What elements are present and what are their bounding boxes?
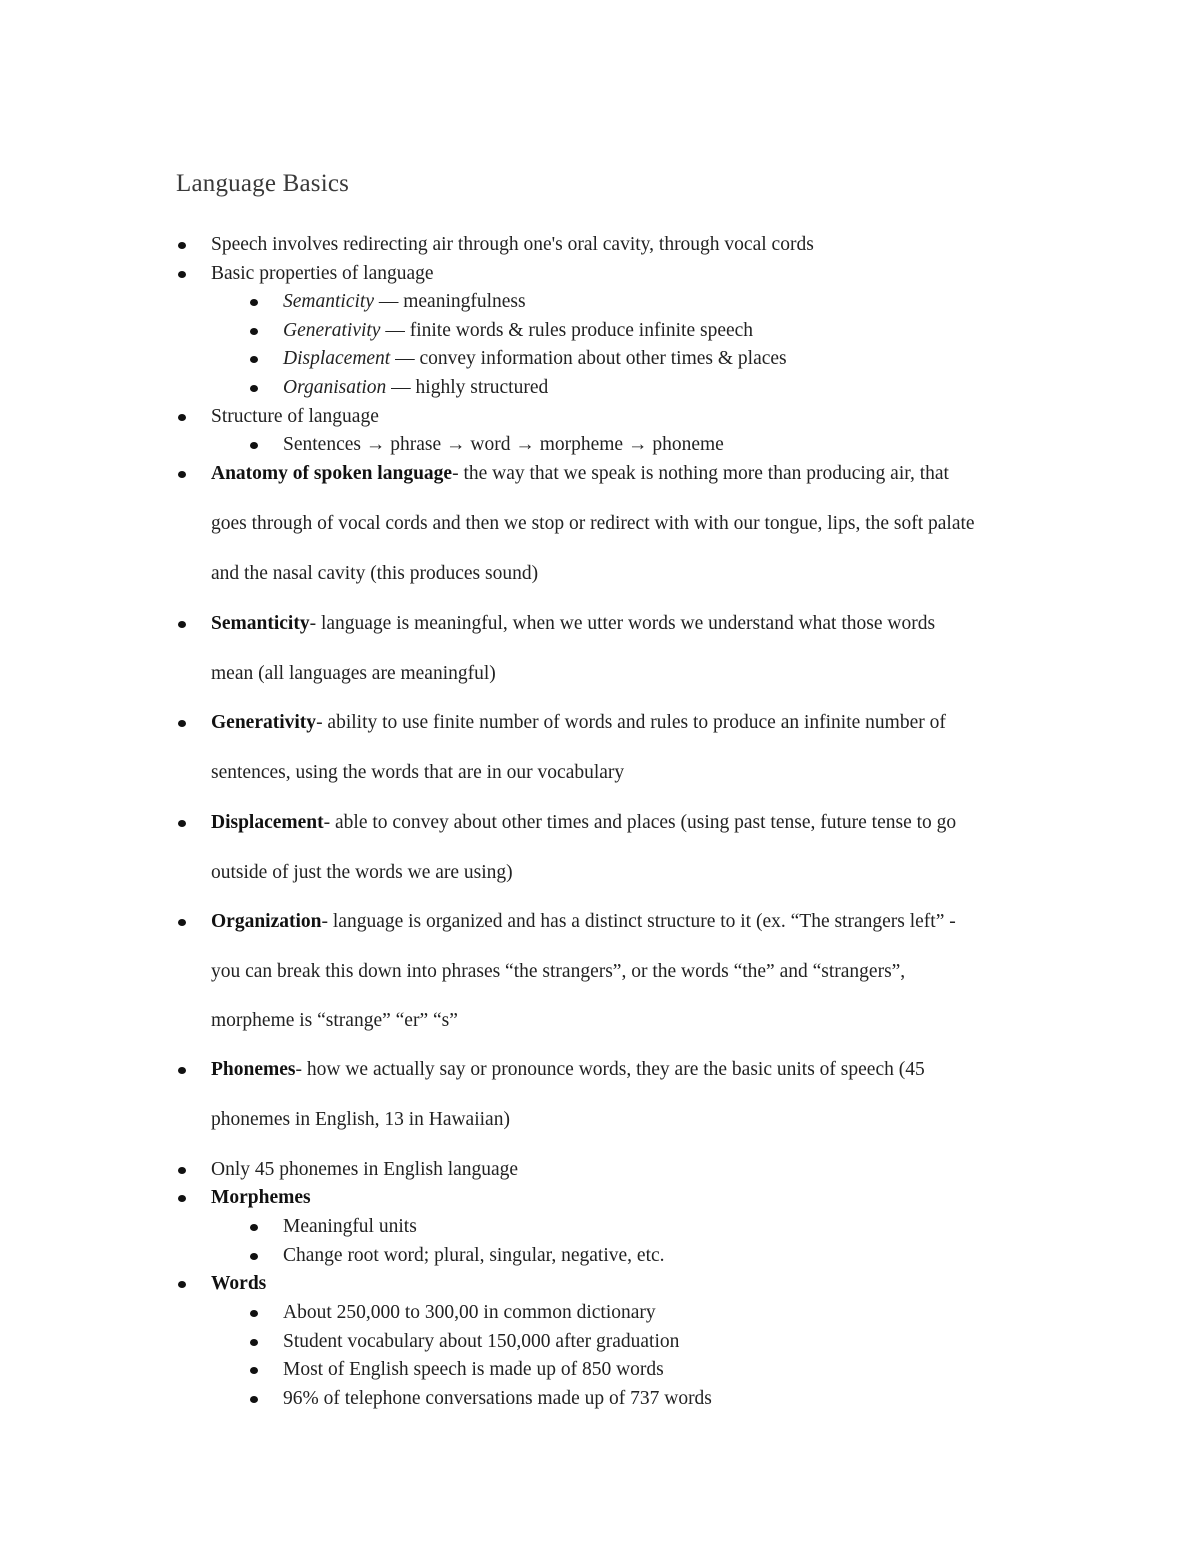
- list-item: Basic properties of language: [211, 263, 434, 284]
- sub-list-item: About 250,000 to 300,00 in common dictionary: [283, 1302, 656, 1323]
- bullet-icon: [250, 328, 258, 335]
- list-item-continuation: sentences, using the words that are in our vocabulary: [211, 762, 625, 783]
- sub-list-item: Semanticity — meaningfulness: [283, 291, 526, 312]
- bullet-icon: [250, 385, 258, 392]
- list-item: Speech involves redirecting air through one's oral cavity, through vocal cords: [211, 234, 814, 255]
- sub-list-item: Student vocabulary about 150,000 after graduation: [283, 1331, 680, 1352]
- list-item-continuation: morpheme is “strange” “er” “s”: [211, 1010, 458, 1031]
- list-item: Displacement- able to convey about other times and places (using past tense, future tense to go: [211, 812, 957, 833]
- sub-list-item: 96% of telephone conversations made up of 737 words: [283, 1388, 712, 1409]
- list-item: Generativity- ability to use finite number of words and rules to produce an infinite number of: [211, 712, 946, 733]
- bullet-icon: [250, 1310, 258, 1317]
- sub-list-item: Most of English speech is made up of 850 words: [283, 1359, 664, 1380]
- list-item-continuation: and the nasal cavity (this produces sound): [211, 563, 539, 584]
- list-item: Structure of language: [211, 406, 379, 427]
- list-item-continuation: outside of just the words we are using): [211, 862, 513, 883]
- list-item-continuation: phonemes in English, 13 in Hawaiian): [211, 1109, 510, 1130]
- bullet-icon: [178, 1067, 186, 1074]
- bullet-icon: [178, 414, 186, 421]
- bullet-icon: [178, 471, 186, 478]
- bullet-icon: [178, 271, 186, 278]
- list-item: Semanticity- language is meaningful, when we utter words we understand what those words: [211, 613, 936, 634]
- sub-list-item: Sentences → phrase → word → morpheme → phoneme: [283, 434, 724, 455]
- bullet-icon: [178, 820, 186, 827]
- bullet-icon: [178, 1195, 186, 1202]
- bullet-icon: [250, 1253, 258, 1260]
- page-title: Language Basics: [176, 170, 350, 197]
- sub-list-item: Displacement — convey information about other times & places: [283, 348, 787, 369]
- list-item: Anatomy of spoken language- the way that we speak is nothing more than producing air, that: [211, 463, 949, 484]
- list-item: Words: [211, 1273, 267, 1294]
- bullet-icon: [250, 1339, 258, 1346]
- bullet-icon: [250, 356, 258, 363]
- bullet-icon: [250, 299, 258, 306]
- sub-list-item: Generativity — finite words & rules produce infinite speech: [283, 320, 754, 341]
- bullet-icon: [250, 1367, 258, 1374]
- sub-list-item: Organisation — highly structured: [283, 377, 549, 398]
- list-item-continuation: mean (all languages are meaningful): [211, 663, 496, 684]
- sub-list-item: Meaningful units: [283, 1216, 417, 1237]
- bullet-icon: [178, 1281, 186, 1288]
- list-item-continuation: you can break this down into phrases “the strangers”, or the words “the” and “strangers”,: [211, 961, 906, 982]
- bullet-icon: [250, 442, 258, 449]
- bullet-icon: [250, 1224, 258, 1231]
- bullet-icon: [178, 919, 186, 926]
- bullet-icon: [178, 621, 186, 628]
- list-item: Organization- language is organized and has a distinct structure to it (ex. “The strangers left” -: [211, 911, 956, 932]
- bullet-icon: [178, 720, 186, 727]
- list-item: Morphemes: [211, 1187, 311, 1208]
- list-item: Only 45 phonemes in English language: [211, 1159, 519, 1180]
- list-item: Phonemes- how we actually say or pronounce words, they are the basic units of speech (45: [211, 1059, 925, 1080]
- bullet-icon: [250, 1396, 258, 1403]
- sub-list-item: Change root word; plural, singular, negative, etc.: [283, 1245, 665, 1266]
- list-item-continuation: goes through of vocal cords and then we stop or redirect with with our tongue, lips, the soft palate: [211, 513, 975, 534]
- bullet-icon: [178, 242, 186, 249]
- bullet-icon: [178, 1167, 186, 1174]
